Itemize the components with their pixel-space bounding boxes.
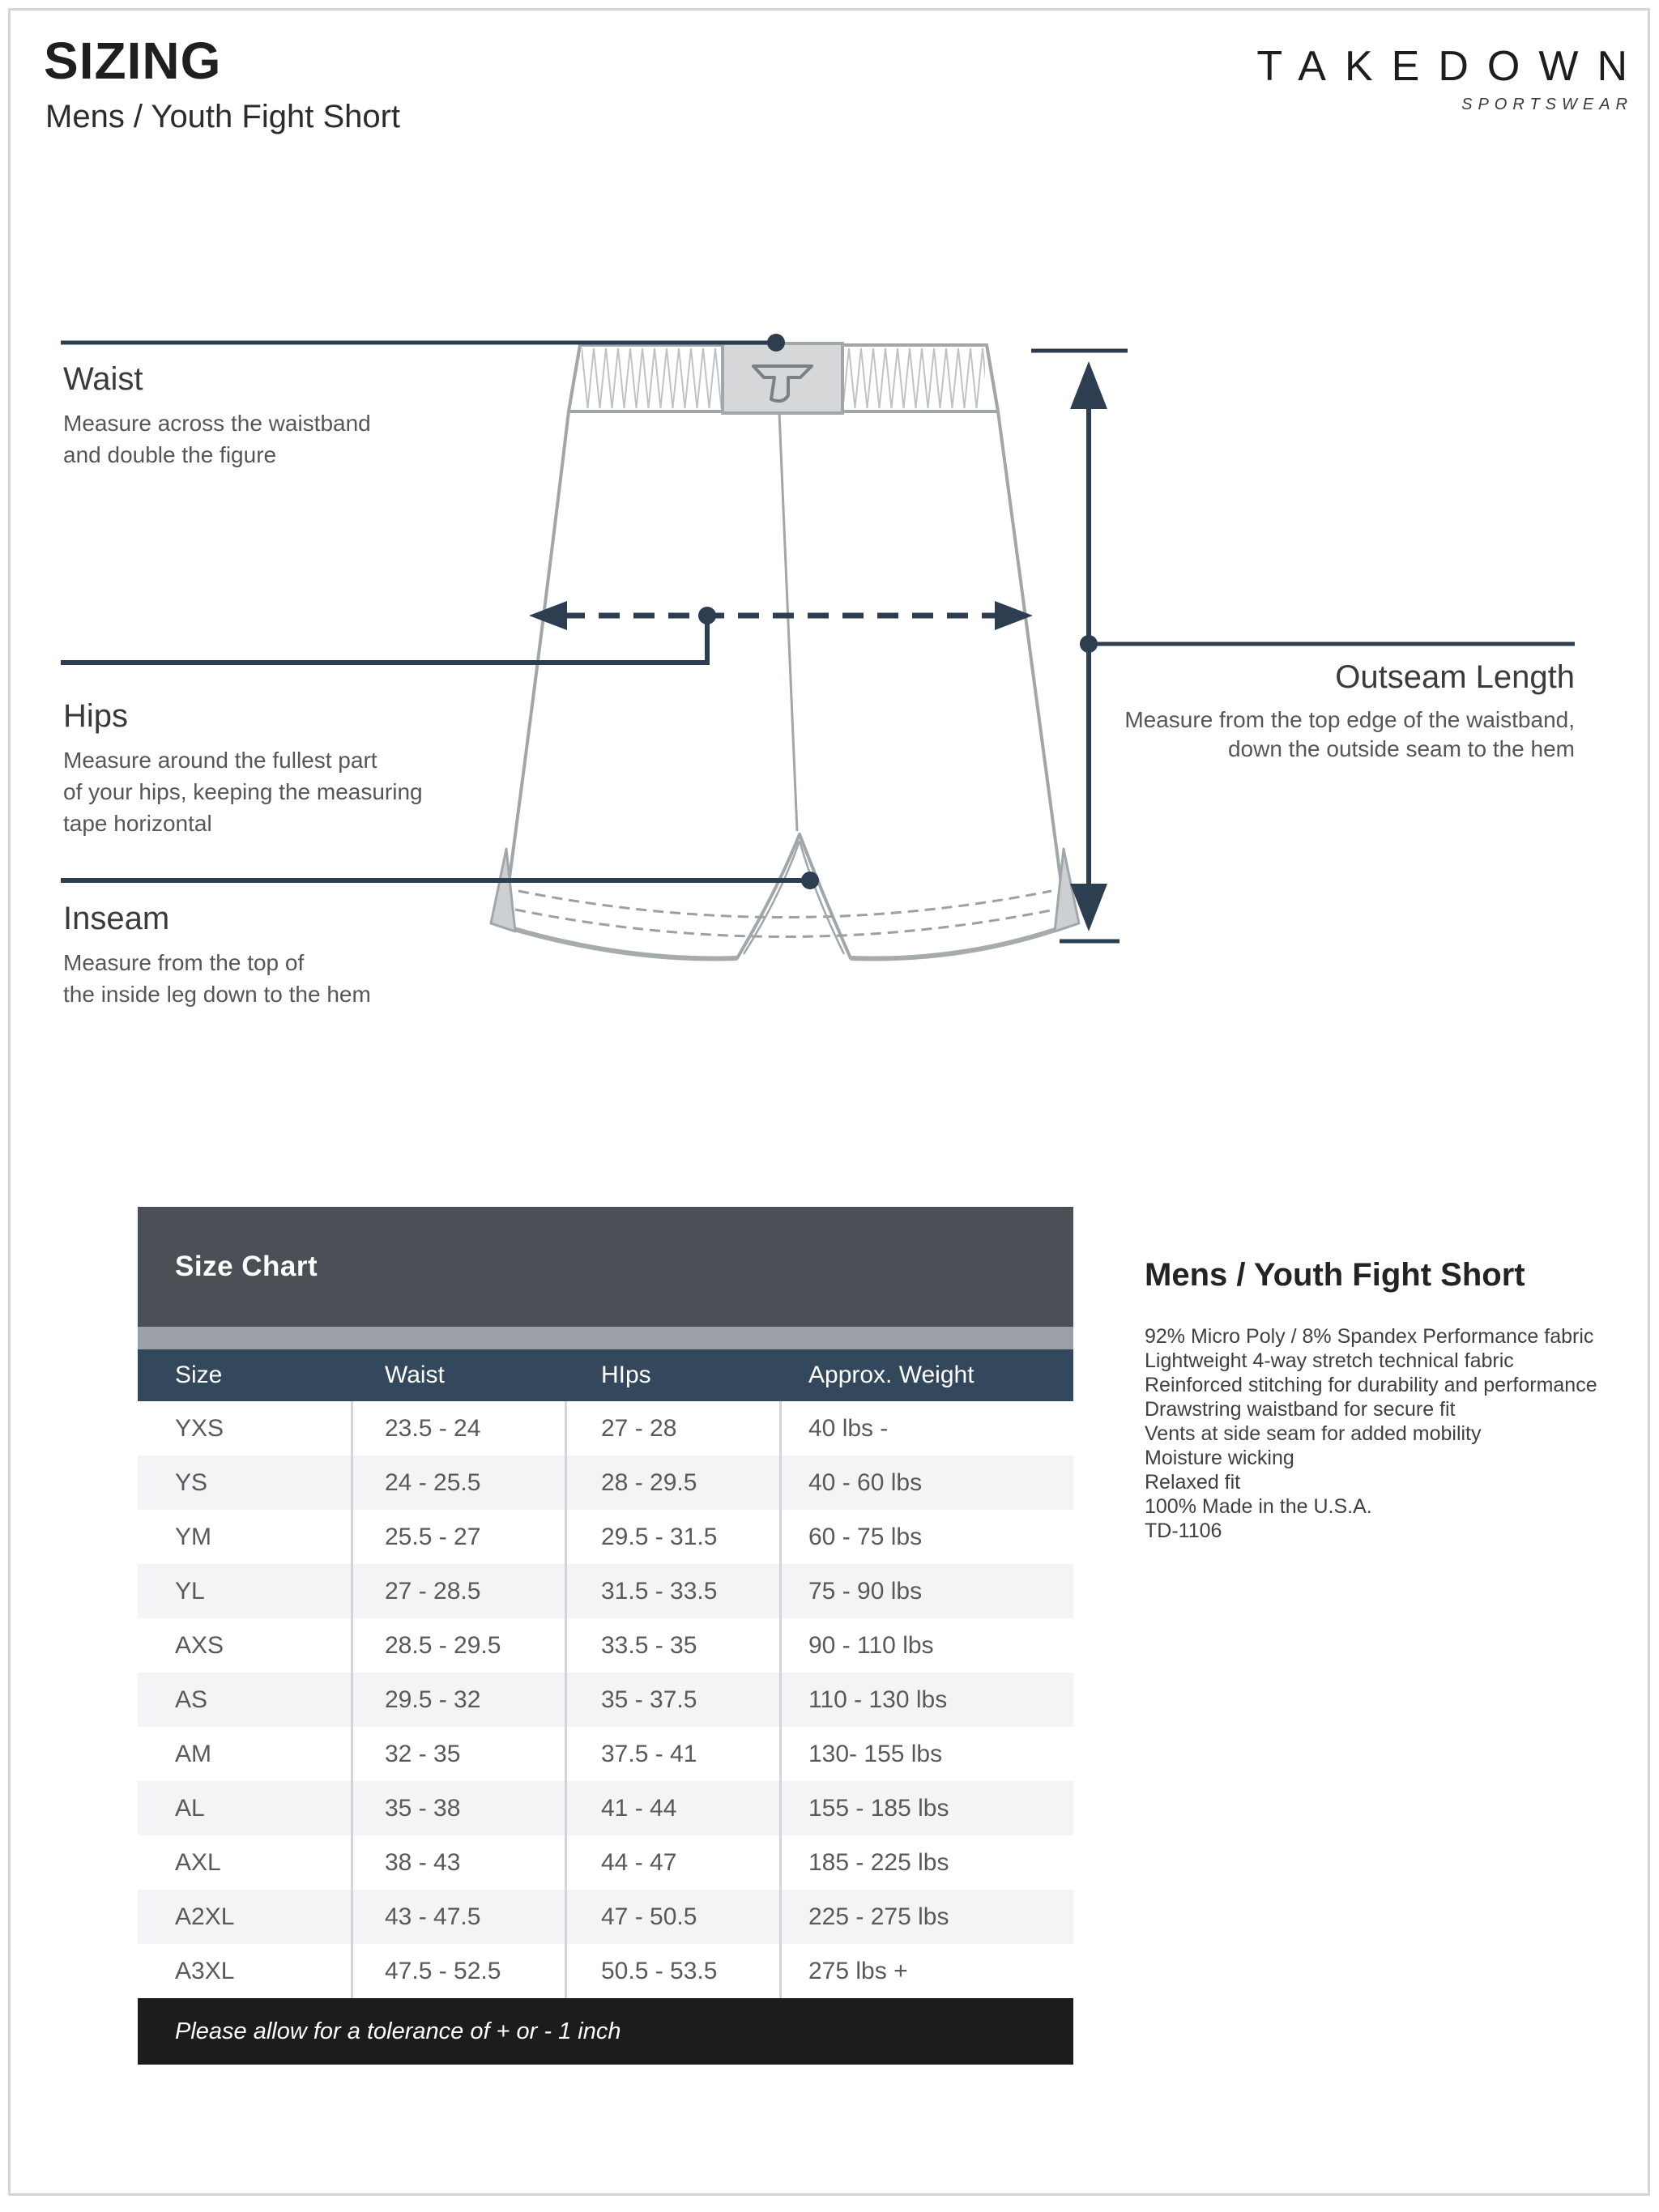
size-chart-title: Size Chart: [175, 1251, 318, 1282]
cell-hips: 41 - 44: [601, 1794, 677, 1822]
table-row: [138, 1781, 1073, 1835]
hips-label: [63, 698, 423, 839]
cell-hips: 37.5 - 41: [601, 1740, 697, 1767]
fight-short-diagram: [0, 0, 1659, 1053]
cell-weight: 185 - 225 lbs: [808, 1848, 949, 1876]
col-header-weight: Approx. Weight: [808, 1362, 975, 1388]
cell-size: AM: [175, 1740, 211, 1767]
cell-size: YL: [175, 1577, 205, 1605]
cell-waist: 38 - 43: [385, 1848, 461, 1876]
column-separator: [565, 1401, 567, 1998]
table-row: [138, 1835, 1073, 1890]
cell-waist: 47.5 - 52.5: [385, 1957, 501, 1984]
outseam-desc-line: Measure from the top edge of the waistband,: [1124, 707, 1575, 732]
cell-waist: 28.5 - 29.5: [385, 1631, 501, 1659]
cell-hips: 31.5 - 33.5: [601, 1577, 718, 1605]
cell-size: YS: [175, 1468, 208, 1496]
table-row: [138, 1727, 1073, 1781]
brand-tagline: SPORTSWEAR: [1461, 96, 1633, 113]
cell-hips: 27 - 28: [601, 1414, 677, 1442]
cell-size: YM: [175, 1523, 211, 1550]
table-row: [138, 1673, 1073, 1727]
page-title: SIZING: [44, 32, 222, 90]
inseam-desc-line: Measure from the top of: [63, 950, 305, 975]
brand-wordmark: TAKEDOWN: [1256, 43, 1646, 90]
feature-item: Relaxed fit: [1145, 1471, 1241, 1494]
cell-hips: 33.5 - 35: [601, 1631, 697, 1659]
outseam-desc-line: down the outside seam to the hem: [1227, 736, 1575, 761]
cell-size: AXL: [175, 1848, 221, 1876]
cell-size: YXS: [175, 1414, 224, 1442]
table-row: [138, 1944, 1073, 1998]
hips-desc-line: tape horizontal: [63, 811, 212, 836]
cell-waist: 29.5 - 32: [385, 1686, 481, 1713]
cell-hips: 29.5 - 31.5: [601, 1523, 718, 1550]
hips-desc-line: Measure around the fullest part: [63, 748, 377, 773]
cell-weight: 275 lbs +: [808, 1957, 908, 1984]
feature-list: [1145, 1324, 1659, 1543]
page-subtitle: Mens / Youth Fight Short: [45, 99, 401, 134]
divider-strip: [138, 1327, 1073, 1349]
cell-hips: 47 - 50.5: [601, 1903, 697, 1930]
col-header-hips: HIps: [601, 1362, 651, 1388]
feature-item: Lightweight 4-way stretch technical fabric: [1145, 1349, 1514, 1372]
product-info-panel: [1145, 1257, 1659, 1543]
tolerance-note: Please allow for a tolerance of + or - 1 inch: [175, 2018, 621, 2044]
shorts-outline-icon: [491, 345, 1079, 959]
cell-weight: 60 - 75 lbs: [808, 1523, 923, 1550]
outseam-label: [1124, 659, 1575, 764]
feature-item: Vents at side seam for added mobility: [1145, 1422, 1482, 1445]
cell-waist: 35 - 38: [385, 1794, 461, 1822]
cell-weight: 75 - 90 lbs: [808, 1577, 923, 1605]
feature-item: 100% Made in the U.S.A.: [1145, 1495, 1372, 1518]
feature-item: TD-1106: [1145, 1519, 1222, 1542]
arrow-up-icon: [1070, 361, 1107, 409]
table-row: [138, 1510, 1073, 1564]
size-chart-title-bar: [138, 1207, 1073, 1327]
waist-desc-line: and double the figure: [63, 442, 277, 467]
cell-size: A2XL: [175, 1903, 235, 1930]
table-row: [138, 1618, 1073, 1673]
table-row: [138, 1564, 1073, 1618]
table-body: [138, 1401, 1073, 1998]
cell-weight: 155 - 185 lbs: [808, 1794, 949, 1822]
cell-size: AXS: [175, 1631, 224, 1659]
cell-waist: 43 - 47.5: [385, 1903, 481, 1930]
cell-hips: 28 - 29.5: [601, 1468, 697, 1496]
tolerance-note-bar: [138, 1998, 1073, 2065]
size-chart-table: [138, 1207, 1073, 2065]
cell-waist: 27 - 28.5: [385, 1577, 481, 1605]
cell-hips: 50.5 - 53.5: [601, 1957, 718, 1984]
inseam-label: [63, 901, 371, 1010]
cell-weight: 225 - 275 lbs: [808, 1903, 949, 1930]
cell-waist: 24 - 25.5: [385, 1468, 481, 1496]
cell-weight: 130- 155 lbs: [808, 1740, 943, 1767]
waist-label: [63, 361, 371, 471]
column-separator: [351, 1401, 353, 1998]
col-header-size: Size: [175, 1362, 223, 1388]
cell-weight: 40 - 60 lbs: [808, 1468, 923, 1496]
elastic-right: [844, 347, 985, 410]
waistband: [569, 343, 998, 413]
cell-waist: 25.5 - 27: [385, 1523, 481, 1550]
table-row: [138, 1401, 1073, 1455]
feature-item: Drawstring waistband for secure fit: [1145, 1398, 1456, 1421]
waist-desc-line: Measure across the waistband: [63, 411, 371, 436]
feature-item: 92% Micro Poly / 8% Spandex Performance fabric: [1145, 1325, 1594, 1348]
cell-size: A3XL: [175, 1957, 235, 1984]
logo-panel: [723, 343, 842, 413]
cell-hips: 35 - 37.5: [601, 1686, 697, 1713]
column-separator: [779, 1401, 782, 1998]
inseam-desc-line: the inside leg down to the hem: [63, 982, 371, 1007]
cell-weight: 110 - 130 lbs: [808, 1686, 948, 1713]
product-title: Mens / Youth Fight Short: [1145, 1257, 1525, 1293]
col-header-waist: Waist: [385, 1362, 445, 1388]
outseam-heading: Outseam Length: [1335, 659, 1575, 695]
inseam-heading: Inseam: [63, 901, 170, 936]
outseam-measure-arrow: [1031, 351, 1575, 941]
column-header-row: [138, 1349, 1073, 1401]
hips-heading: Hips: [63, 698, 129, 734]
feature-item: Reinforced stitching for durability and performance: [1145, 1374, 1597, 1396]
cell-hips: 44 - 47: [601, 1848, 677, 1876]
hips-desc-line: of your hips, keeping the measuring: [63, 779, 423, 804]
waist-heading: Waist: [63, 361, 143, 397]
cell-weight: 40 lbs -: [808, 1414, 889, 1442]
cell-weight: 90 - 110 lbs: [808, 1631, 934, 1659]
elastic-left: [582, 347, 721, 410]
cell-waist: 23.5 - 24: [385, 1414, 481, 1442]
cell-size: AS: [175, 1686, 208, 1713]
cell-waist: 32 - 35: [385, 1740, 461, 1767]
cell-size: AL: [175, 1794, 205, 1822]
table-row: [138, 1455, 1073, 1510]
feature-item: Moisture wicking: [1145, 1447, 1294, 1469]
table-row: [138, 1890, 1073, 1944]
